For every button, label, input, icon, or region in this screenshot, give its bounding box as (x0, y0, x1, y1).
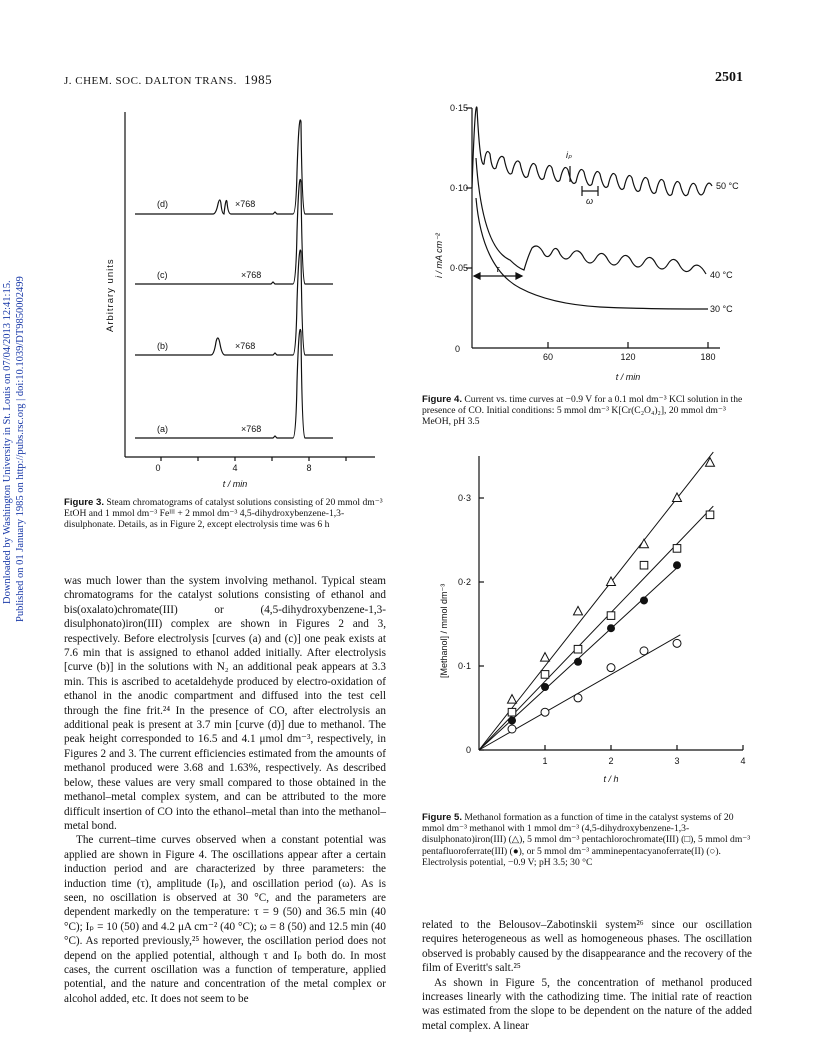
curve-c-scale: ×768 (241, 270, 262, 280)
fig5-ytick-label: 0·3 (457, 493, 471, 503)
journal-year: 1985 (244, 72, 273, 87)
fig5-point-filled-circle (673, 561, 681, 569)
fig4-ytick-0: 0 (454, 344, 460, 354)
fig4-ytick-015: 0·15 (449, 103, 468, 113)
figure4-current-time (420, 98, 780, 388)
journal-name: J. CHEM. SOC. DALTON TRANS. (64, 75, 237, 87)
fig4-caption-text: Current vs. time curves at −0.9 V for a 0.1 mol dm⁻³ KCl solution in the presence of CO. Initial conditions: 5 mmol dm⁻³ K[Cr(C₂O₄)₂], 20 mmol dm⁻³ MeOH, pH 3.5 (422, 394, 743, 428)
download-sidebar (0, 0, 26, 1056)
fig3-xtick-8: 8 (306, 463, 312, 473)
fig5-point-open-circle (673, 639, 681, 647)
fig5-xtick-label: 3 (674, 756, 680, 766)
fig4-ip-label: iₚ (566, 150, 572, 160)
curve-b-label: (b) (157, 341, 168, 351)
curve-d-label: (d) (157, 199, 168, 209)
fig5-point-open-circle (640, 647, 648, 655)
fig5-point-square (541, 671, 549, 679)
fig5-point-triangle (574, 606, 583, 615)
fig5-point-square (673, 545, 681, 553)
fig5-point-filled-circle (607, 624, 615, 632)
running-header (64, 72, 272, 88)
fig4-xlabel: t / min (615, 372, 641, 382)
fig5-caption-text: Methanol formation as a function of time in the catalyst systems of 20 mmol dm⁻³ methanol with 1 mmol dm⁻³ (4,5-dihydroxybenzene-1,3-disulphonato)iron(III) (△), 5 mmol dm⁻³ pentachlorochromate(III) (□), 5 mmol dm⁻³ pentafluoroferrate(III) (●), or 5 mmol dm⁻³ amminepentacyanoferrate(II) (○). Electrolysis potential, −0.9 V; pH 3.5; 30 °C (422, 812, 751, 868)
figure5-methanol-chart (425, 448, 765, 788)
fig5-point-square (640, 561, 648, 569)
body-right-column (422, 918, 752, 1033)
fig5-ytick-label: 0·1 (457, 661, 471, 671)
curve-c-label: (c) (157, 270, 168, 280)
curve-a-scale: ×768 (241, 424, 262, 434)
fig3-caption-label: Figure 3. (64, 497, 104, 508)
fig4-label-40c: 40 °C (710, 270, 733, 280)
curve-b-scale: ×768 (235, 341, 256, 351)
fig5-point-square (508, 708, 516, 716)
fig5-point-square (706, 511, 714, 519)
curve-d-scale: ×768 (235, 199, 256, 209)
body-right-paragraph-2: As shown in Figure 5, the concentration of methanol produced increases linearly with the cathodizing time. The initial rate of reaction was estimated from the slope to be dependent on the nature of the added metal complex. A linear (422, 976, 752, 1032)
figure4-caption (422, 394, 752, 428)
fig5-point-open-circle (541, 708, 549, 716)
fig5-point-filled-circle (574, 658, 582, 666)
fig5-xtick-label: 2 (608, 756, 614, 766)
fig5-point-open-circle (607, 664, 615, 672)
body-left-paragraph-2: The current–time curves observed when a constant potential was applied are shown in Figure 4. The oscillations appear after a certain induction period and are characterized by three parameters: the induction time (τ), amplitude (Iₚ), and oscillation period (ω). As is seen, no oscillation is observed at 30 °C, and the parameters are dependent markedly on the temperature: τ = 9 (50) and 36.5 min (40 °C); Iₚ = 10 (50) and 4.2 μA cm⁻² (40 °C); ω = 8 (50) and 12.5 min (40 °C). As reported previously,²⁵ however, the oscillation period does not depend on the applied potential, although τ and Iₚ both do. In most cases, the current oscillation was a function of temperature, applied potential, and the nature and concentration of the metal complex or alcohol added, etc. It does not seem to be (64, 834, 386, 1005)
fig5-point-square (574, 645, 582, 653)
fig5-point-triangle (706, 458, 715, 467)
fig4-xtick-180: 180 (700, 352, 716, 362)
fig4-caption-label: Figure 4. (422, 394, 462, 405)
download-line[interactable]: Downloaded by Washington University in St. Louis on 07/04/2013 12:41:15. (2, 280, 13, 604)
fig5-xlabel: t / h (603, 774, 619, 784)
fig5-point-triangle (508, 695, 517, 704)
fig5-point-triangle (541, 653, 550, 662)
fig3-xtick-0: 0 (155, 463, 161, 473)
fig3-xtick-4: 4 (232, 463, 238, 473)
fig5-point-filled-circle (508, 717, 516, 725)
fig5-xtick-label: 4 (740, 756, 746, 766)
fig4-xtick-60: 60 (542, 352, 554, 362)
fig3-caption-text: Steam chromatograms of catalyst solutions consisting of 20 mmol dm⁻³ EtOH and 1 mmol dm⁻³ Feᴵᴵᴵ + 2 mmol dm⁻³ 4,5-dihydroxybenzene-1,3-disulphonate. Details, as in Figure 2, except electrolysis time was 6 h (64, 497, 383, 531)
fig3-ylabel: Arbitrary units (105, 258, 116, 332)
fig5-point-filled-circle (541, 683, 549, 691)
body-right-paragraph-1: related to the Belousov–Zabotinskii system²⁶ since our oscillation requires heterogeneous as well as homogeneous phases. The oscillation observed is probably caused by the disappearance and the recovery of the film of Everitt's salt.²⁵ (422, 919, 752, 975)
fig4-ytick-005: 0·05 (449, 263, 468, 273)
figure3-chromatogram (95, 112, 385, 492)
fig4-ylabel: i / mA cm⁻² (434, 233, 444, 278)
body-left-column (64, 574, 386, 1006)
page-number: 2501 (715, 70, 743, 85)
fig4-ytick-010: 0·10 (449, 183, 468, 193)
figure5-caption (422, 812, 752, 868)
fig4-tau-label: τ (496, 264, 500, 274)
fig5-ytick-label: 0·2 (457, 577, 471, 587)
fig5-xtick-label: 1 (542, 756, 548, 766)
fig5-point-open-circle (574, 694, 582, 702)
publish-line[interactable]: Published on 01 January 1985 on http://pubs.rsc.org | doi:10.1039/DT9850002499 (15, 276, 26, 622)
fig4-xtick-120: 120 (620, 352, 636, 362)
fig5-point-filled-circle (640, 596, 648, 604)
fig3-xlabel: t / min (222, 479, 248, 489)
fig4-omega-label: ω (586, 196, 594, 206)
fig5-ylabel: [Methanol] / mmol dm⁻³ (439, 583, 449, 678)
fig5-point-square (607, 612, 615, 620)
fig5-point-open-circle (508, 725, 516, 733)
curve-a-label: (a) (157, 424, 168, 434)
figure3-caption (64, 497, 386, 531)
body-left-paragraph-1: was much lower than the system involving methanol. Typical steam chromatograms for the catalyst solutions consisting of ethanol and bis(oxalato)chromate(III) or (4,5-dihydroxybenzene-1,3-disulphonato)iron(III) complex are shown in Figures 2 and 3, respectively. Before electrolysis [curves (a) and (c)] one peak exists at 7.6 min that is assigned to ethanol added initially. After electrolysis [curve (b)] in the solutions with N₂ an additional peak appears at 3.3 min. This is ascribed to acetaldehyde produced by electro-oxidation of ethanol in the anodic compartment and diffused into the test cell through the fine frit.²⁴ In the presence of CO, after electrolysis an additional peak is present at 3.7 min [curve (d)] due to methanol. The peak height corresponded to 16.5 and 4.1 μmol dm⁻³, respectively, in Figures 2 and 3. The current efficiencies estimated from the amounts of methanol produced were 3.68 and 1.63%, respectively. As described below, these values are very small compared to those obtained in the methanol–metal complex system, and can be attributed to the more difficult insertion of CO into the ethanol–metal than into the methanol–metal bond. (64, 575, 386, 832)
fig5-ytick-label: 0 (465, 745, 471, 755)
fig5-caption-label: Figure 5. (422, 812, 462, 823)
fig4-label-30c: 30 °C (710, 304, 733, 314)
fig4-label-50c: 50 °C (716, 181, 739, 191)
